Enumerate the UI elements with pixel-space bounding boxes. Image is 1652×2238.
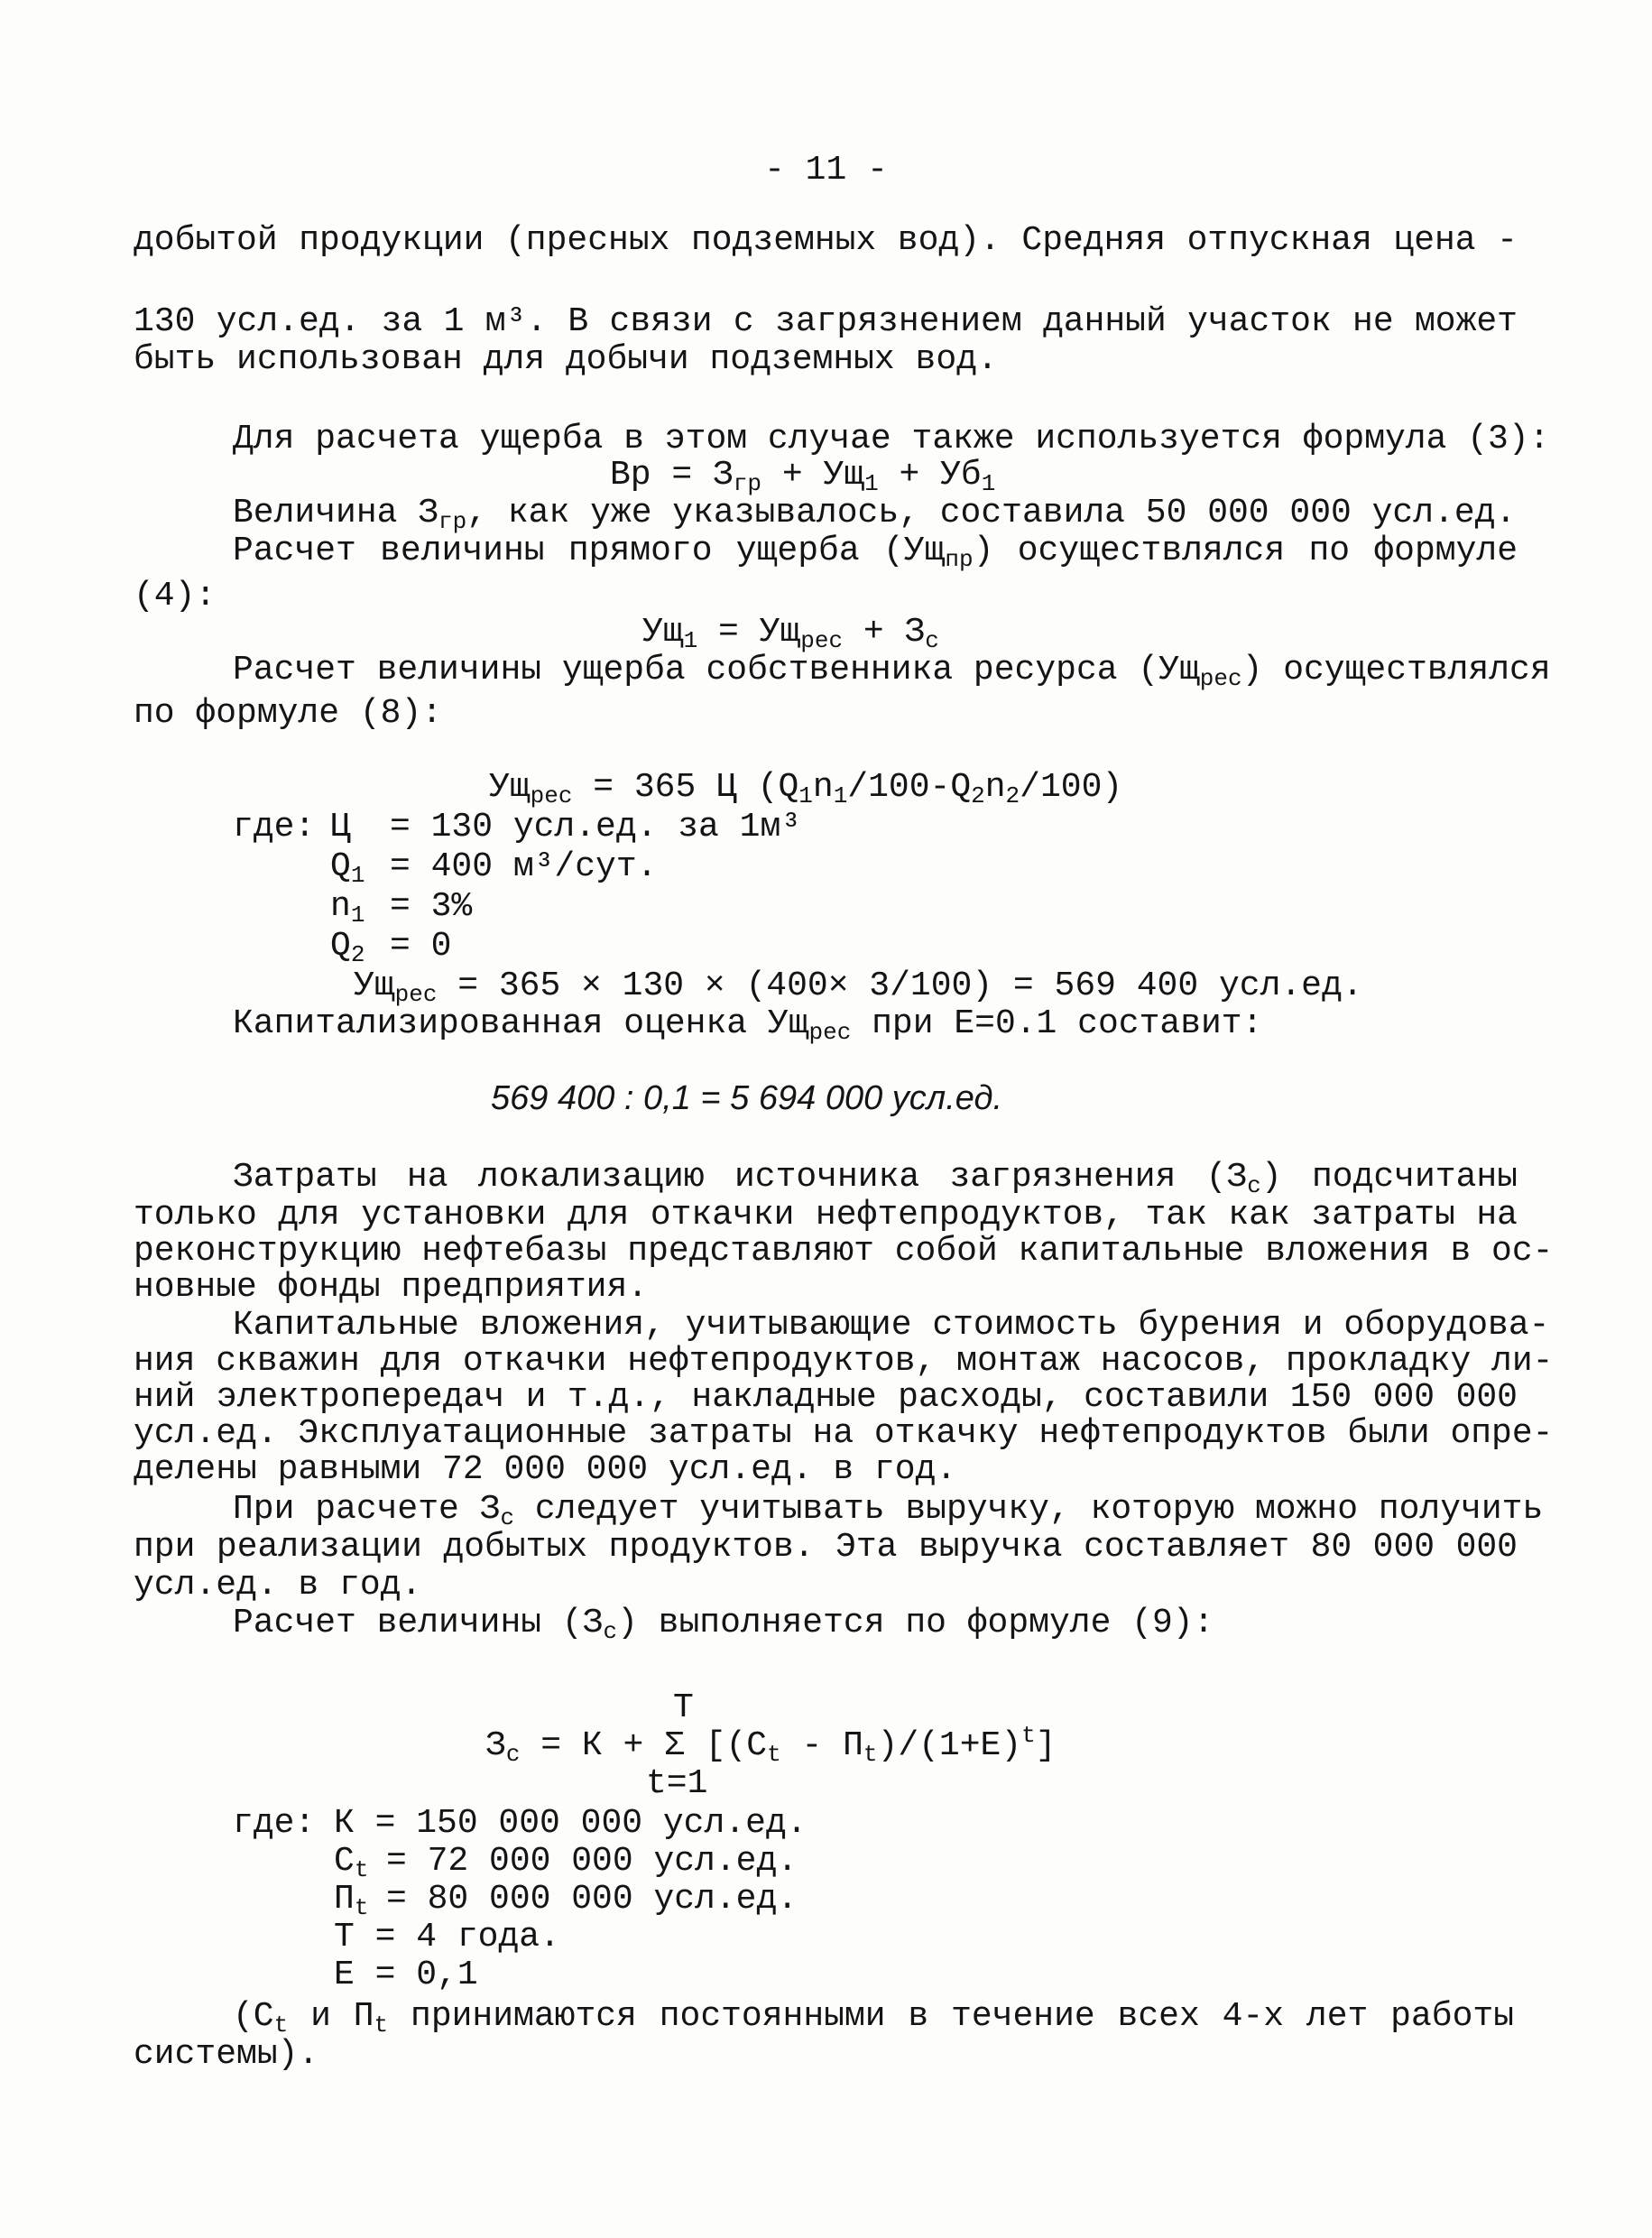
variable-name: $Q_2$: [330, 927, 365, 968]
variable-value: = 72 000 000 усл.ед.: [386, 1842, 798, 1881]
paragraph-line: При расчете $З_с$ следует учитывать выручку, которую можно получить: [233, 1490, 1544, 1531]
capitalized-result: 569 400 : 0,1 = 5 694 000 усл.ед.: [491, 1079, 1003, 1117]
variable-name: Ц: [330, 808, 351, 846]
formula-3: Вр = $З_{гр} + Ущ_1 + Уб_1$: [610, 456, 996, 497]
paragraph-line: новные фонды предприятия.: [134, 1268, 649, 1307]
variable-value: = 130 усл.ед. за 1м³: [390, 808, 802, 846]
paragraph-line: 130 усл.ед. за 1 м³. В связи с загрязнением данный участок не может: [134, 302, 1518, 341]
paragraph-line: ний электропередач и т.д., накладные расходы, составили 150 000 000: [134, 1378, 1518, 1417]
paragraph-line: Расчет величины прямого ущерба $(Ущ_{пр})$ осуществлялся по формуле: [233, 532, 1518, 573]
paragraph-line: только для установки для откачки нефтепродуктов, так как затраты на: [134, 1196, 1518, 1235]
paragraph-line: ($С_t$ и $П_t$ принимаются постоянными в течение всех 4-х лет работы: [233, 1997, 1514, 2039]
paragraph-line: Затраты на локализацию источника загрязнения $(З_с)$ подсчитаны: [233, 1158, 1518, 1199]
formula-reference: (4):: [134, 577, 217, 615]
variable-name: $С_t$: [334, 1842, 369, 1883]
paragraph-line: Капитализированная оценка $Ущ_{рес}$ при Е=0.1 составит:: [233, 1004, 1263, 1046]
paragraph-line: быть использован для добычи подземных вод.: [134, 340, 998, 379]
paragraph-line: системы).: [134, 2035, 319, 2074]
paragraph-line: реконструкцию нефтебазы представляют собой капитальные вложения в ос-: [134, 1232, 1554, 1271]
paragraph-line: усл.ед. в год.: [134, 1566, 422, 1605]
sum-lower-limit: t=1: [646, 1764, 708, 1803]
page-number: - 11 -: [764, 151, 888, 190]
variable-name: $П_t$: [334, 1880, 369, 1921]
sum-upper-limit: T: [673, 1688, 694, 1727]
paragraph-line: делены равными 72 000 000 усл.ед. в год.: [134, 1450, 957, 1489]
variable-value: = 80 000 000 усл.ед.: [386, 1880, 798, 1919]
paragraph-line: при реализации добытых продуктов. Эта выручка составляет 80 000 000: [134, 1528, 1518, 1567]
paragraph-line: по формуле (8):: [134, 694, 443, 733]
paragraph-line: добытой продукции (пресных подземных вод). Средняя отпускная цена -: [134, 221, 1518, 260]
paragraph-line: усл.ед. Эксплуатационные затраты на откачку нефтепродуктов были опре-: [134, 1414, 1554, 1453]
paragraph-line: Расчет величины ущерба собственника ресурса $(Ущ_{рес})$ осуществлялся: [233, 651, 1551, 692]
formula-8: $Ущ_{рес} = 365$ Ц $(Q_1n_1/100-Q_2n_2/100)$: [489, 768, 1123, 809]
paragraph-line: Капитальные вложения, учитывающие стоимость бурения и оборудова-: [233, 1306, 1550, 1345]
paragraph-line: ния скважин для откачки нефтепродуктов, монтаж насосов, прокладку ли-: [134, 1342, 1554, 1381]
paragraph-line: Расчет величины $(З_с)$ выполняется по формуле (9):: [233, 1604, 1214, 1645]
calculation-line: $Ущ_{рес} = 365 \times 130 \times (400\times 3/100) = 569$ 400 усл.ед.: [354, 966, 1363, 1008]
variable-value: = 0: [390, 927, 452, 966]
paragraph-line: Для расчета ущерба в этом случае также используется формула (3):: [233, 420, 1550, 458]
where-label: где:: [233, 1804, 316, 1843]
variable-name: $Q_1$: [330, 847, 365, 889]
formula-4: $Ущ_1 = Ущ_{рес} + З_с$: [642, 613, 939, 654]
variable-name: $n_1$: [330, 887, 365, 929]
formula-9: $З_с = К + \Sigma$ $[(С_t - П_t)/(1+E)^t]$: [485, 1722, 1057, 1768]
variable-definition: Е = 0,1: [334, 1956, 478, 1994]
variable-definition: Т = 4 года.: [334, 1918, 560, 1956]
paragraph-line: Величина $З_{гр}$, как уже указывалось, составила 50 000 000 усл.ед.: [233, 494, 1517, 535]
variable-value: = 3%: [390, 887, 473, 926]
variable-value: = 400 м³/сут.: [390, 847, 658, 886]
variable-definition: К = 150 000 000 усл.ед.: [334, 1804, 808, 1843]
where-label: где:: [233, 808, 316, 846]
